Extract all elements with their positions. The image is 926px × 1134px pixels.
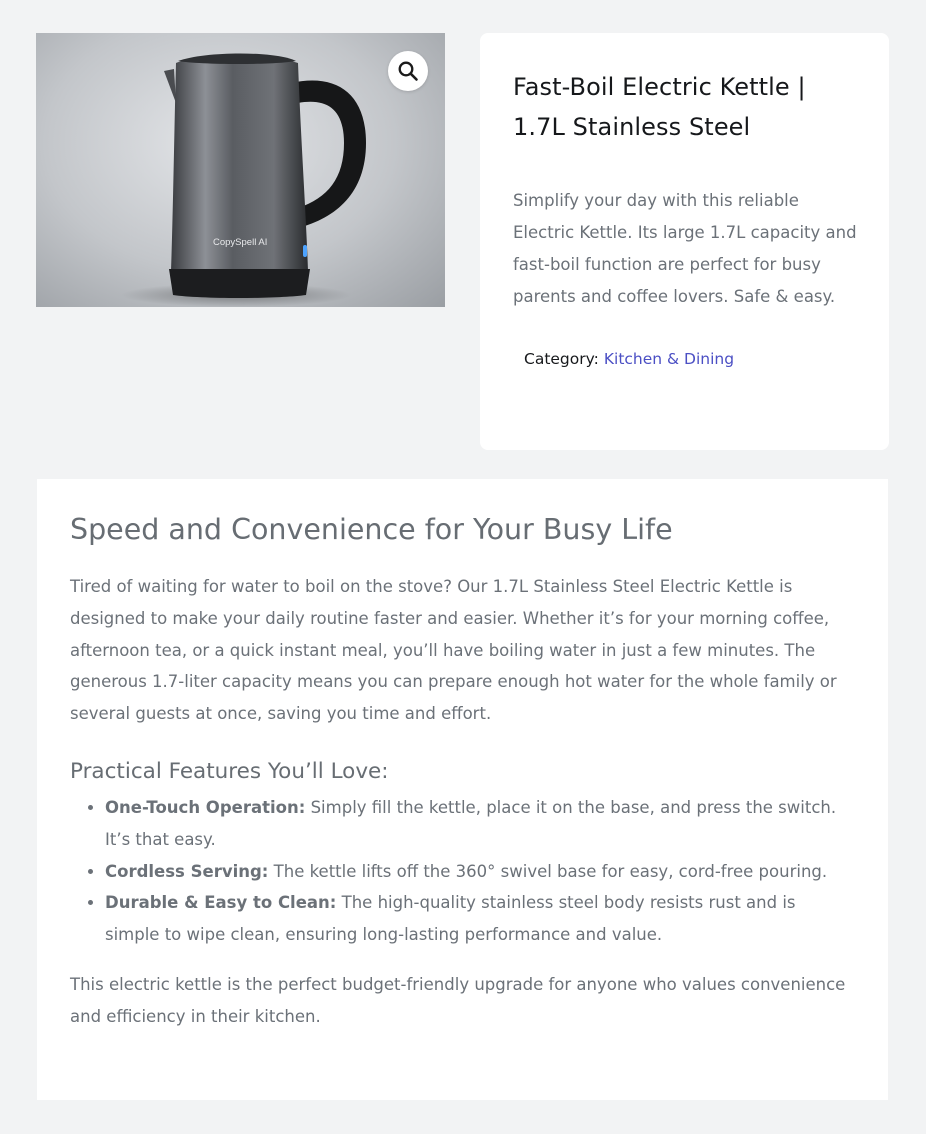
kettle-illustration: [36, 33, 445, 307]
product-image[interactable]: [36, 33, 445, 307]
product-category: [524, 350, 857, 368]
description-closing: This electric kettle is the perfect budget-friendly upgrade for anyone who values convenience and efficiency in their kitchen.: [70, 974, 846, 1026]
feature-item: [105, 792, 854, 856]
zoom-button[interactable]: [388, 51, 428, 91]
features-list: [70, 792, 854, 951]
description-intro: Tired of waiting for water to boil on the stove? Our 1.7L Stainless Steel Electric Kettle is designed to make your daily routine faster and easier. Whether it’s for your morning coffee, afternoon tea, or a quick instant meal, you’ll have boiling water in just a few minutes. The generous 1.7-liter capacity means you can prepare enough hot water for the whole family or several guests at once, saving you time and effort.: [70, 577, 837, 724]
features-heading: Practical Features You’ll Love:: [70, 758, 389, 784]
feature-text: Simply fill the kettle, place it on the base, and press the switch. It’s that easy.: [105, 797, 837, 849]
category-link[interactable]: Kitchen & Dining: [603, 350, 735, 368]
product-title: Fast-Boil Electric Kettle | 1.7L Stainless Steel: [513, 73, 806, 141]
feature-text: The high-quality stainless steel body resists rust and is simple to wipe clean, ensuring long-lasting performance and value.: [105, 893, 796, 945]
feature-title: One-Touch Operation:: [105, 797, 306, 817]
description-heading: Speed and Convenience for Your Busy Life: [70, 513, 673, 546]
brand-watermark: CopySpell AI: [213, 237, 268, 248]
feature-title: Durable & Easy to Clean:: [105, 893, 337, 913]
feature-title: Cordless Serving:: [105, 861, 269, 881]
category-label: Category:: [524, 350, 599, 368]
product-summary-card: [480, 33, 889, 450]
feature-text: The kettle lifts off the 360° swivel base for easy, cord-free pouring.: [268, 861, 828, 881]
feature-item: [105, 856, 854, 888]
feature-item: [105, 887, 854, 951]
magnifier-icon: [397, 60, 419, 82]
product-short-description: Simplify your day with this reliable Electric Kettle. Its large 1.7L capacity and fast-boil function are perfect for busy parents and coffee lovers. Safe & easy.: [513, 191, 857, 306]
product-description-panel: [37, 479, 888, 1100]
